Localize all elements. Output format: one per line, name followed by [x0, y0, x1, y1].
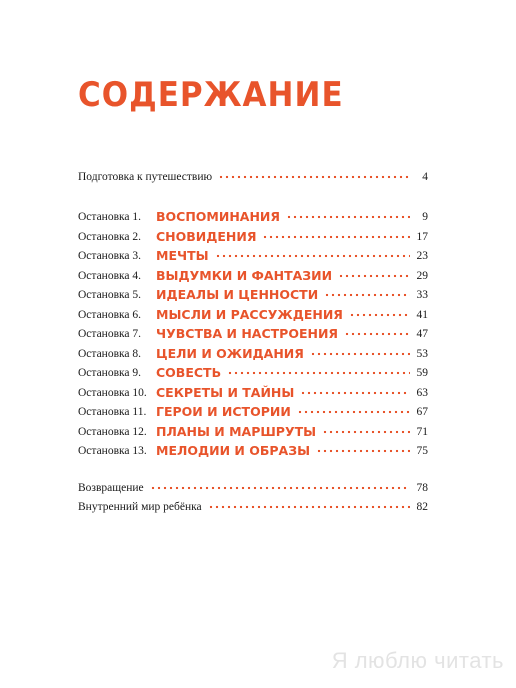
dot-leader: [150, 486, 410, 490]
toc-entry-inner-world[interactable]: [78, 497, 428, 517]
toc-page-number: 78: [416, 482, 428, 494]
stop-prefix: Остановка 9.: [78, 367, 142, 379]
dot-leader: [297, 410, 410, 414]
stop-title: МЕЧТЫ: [156, 248, 209, 263]
toc-entry-stop-7[interactable]: [78, 324, 428, 344]
toc-entry-stop-6[interactable]: [78, 305, 428, 325]
toc-page-number: 9: [422, 211, 428, 223]
stop-title: ГЕРОИ И ИСТОРИИ: [156, 404, 291, 419]
toc-entry-stop-1[interactable]: [78, 207, 428, 227]
toc-entry-stop-13[interactable]: [78, 441, 428, 461]
dot-leader: [322, 430, 410, 434]
stop-title: МЫСЛИ И РАССУЖДЕНИЯ: [156, 306, 343, 322]
toc-page-number: 53: [416, 347, 428, 360]
stop-prefix: Остановка 13.: [78, 445, 147, 457]
dot-leader: [227, 371, 410, 375]
toc-entry-stop-5[interactable]: [78, 285, 428, 305]
toc-entry-stop-4[interactable]: [78, 266, 428, 286]
stop-prefix: Остановка 5.: [78, 289, 142, 301]
dot-leader: [215, 254, 410, 258]
toc-page-number: 63: [416, 386, 428, 399]
stop-title: ЧУВСТВА И НАСТРОЕНИЯ: [156, 326, 339, 341]
toc-entry-label: Внутренний мир ребёнка: [78, 501, 202, 513]
dot-leader: [344, 332, 410, 336]
stop-title: СНОВИДЕНИЯ: [156, 228, 257, 244]
toc-page-number: 71: [416, 425, 428, 438]
toc-entry-stop-3[interactable]: [78, 246, 428, 266]
toc-entry-return[interactable]: [78, 478, 428, 498]
stop-prefix: Остановка 12.: [78, 425, 147, 438]
stop-title: СОВЕСТЬ: [156, 365, 222, 380]
dot-leader: [324, 293, 410, 297]
toc-page-number: 59: [416, 367, 428, 379]
stop-prefix: Остановка 2.: [78, 230, 142, 243]
stop-title: ИДЕАЛЫ И ЦЕННОСТИ: [156, 287, 319, 302]
page-title: СОДЕРЖАНИЕ: [78, 76, 344, 115]
toc-entry-stop-12[interactable]: [78, 422, 428, 442]
dot-leader: [310, 352, 410, 356]
toc-entry-stop-9[interactable]: [78, 363, 428, 383]
stop-prefix: Остановка 8.: [78, 347, 142, 360]
dot-leader: [218, 175, 410, 179]
dot-leader: [300, 391, 410, 395]
stop-prefix: Остановка 6.: [78, 308, 142, 321]
toc-page-number: 47: [416, 328, 428, 340]
stop-title: ВОСПОМИНАНИЯ: [156, 209, 280, 224]
stop-prefix: Остановка 10.: [78, 386, 147, 399]
dot-leader: [349, 313, 410, 317]
stop-title: ЦЕЛИ И ОЖИДАНИЯ: [156, 345, 304, 361]
toc-page-number: 17: [416, 230, 428, 243]
toc-entry-label: Подготовка к путешествию: [78, 171, 213, 183]
dot-leader: [286, 215, 410, 219]
toc-entry-label: Возвращение: [78, 482, 144, 494]
stop-prefix: Остановка 3.: [78, 250, 142, 262]
stop-prefix: Остановка 11.: [78, 406, 147, 418]
dot-leader: [262, 235, 410, 239]
stop-title: ПЛАНЫ И МАРШРУТЫ: [156, 423, 317, 439]
toc-page-number: 75: [416, 445, 428, 457]
toc-entry-stop-8[interactable]: [78, 344, 428, 364]
toc-entry-stop-2[interactable]: [78, 227, 428, 247]
dot-leader: [338, 274, 410, 278]
toc-page-number: 29: [416, 269, 428, 282]
stop-prefix: Остановка 1.: [78, 211, 142, 223]
stop-title: СЕКРЕТЫ И ТАЙНЫ: [156, 384, 295, 400]
toc-page-number: 41: [416, 308, 428, 321]
toc-entry-stop-11[interactable]: [78, 402, 428, 422]
toc-page-number: 67: [416, 406, 428, 418]
toc-page-number: 33: [416, 289, 428, 301]
watermark: Я люблю читать: [331, 648, 504, 673]
toc-page-number: 82: [416, 501, 428, 513]
stop-prefix: Остановка 7.: [78, 328, 142, 340]
stop-title: МЕЛОДИИ И ОБРАЗЫ: [156, 443, 311, 458]
stop-title: ВЫДУМКИ И ФАНТАЗИИ: [156, 267, 333, 283]
toc-entry-stop-10[interactable]: [78, 383, 428, 403]
toc-page-number: 4: [422, 171, 428, 183]
dot-leader: [208, 505, 410, 509]
toc-page-number: 23: [416, 250, 428, 262]
toc-entry-preparation[interactable]: [78, 167, 428, 187]
dot-leader: [316, 449, 410, 453]
stop-prefix: Остановка 4.: [78, 269, 142, 282]
